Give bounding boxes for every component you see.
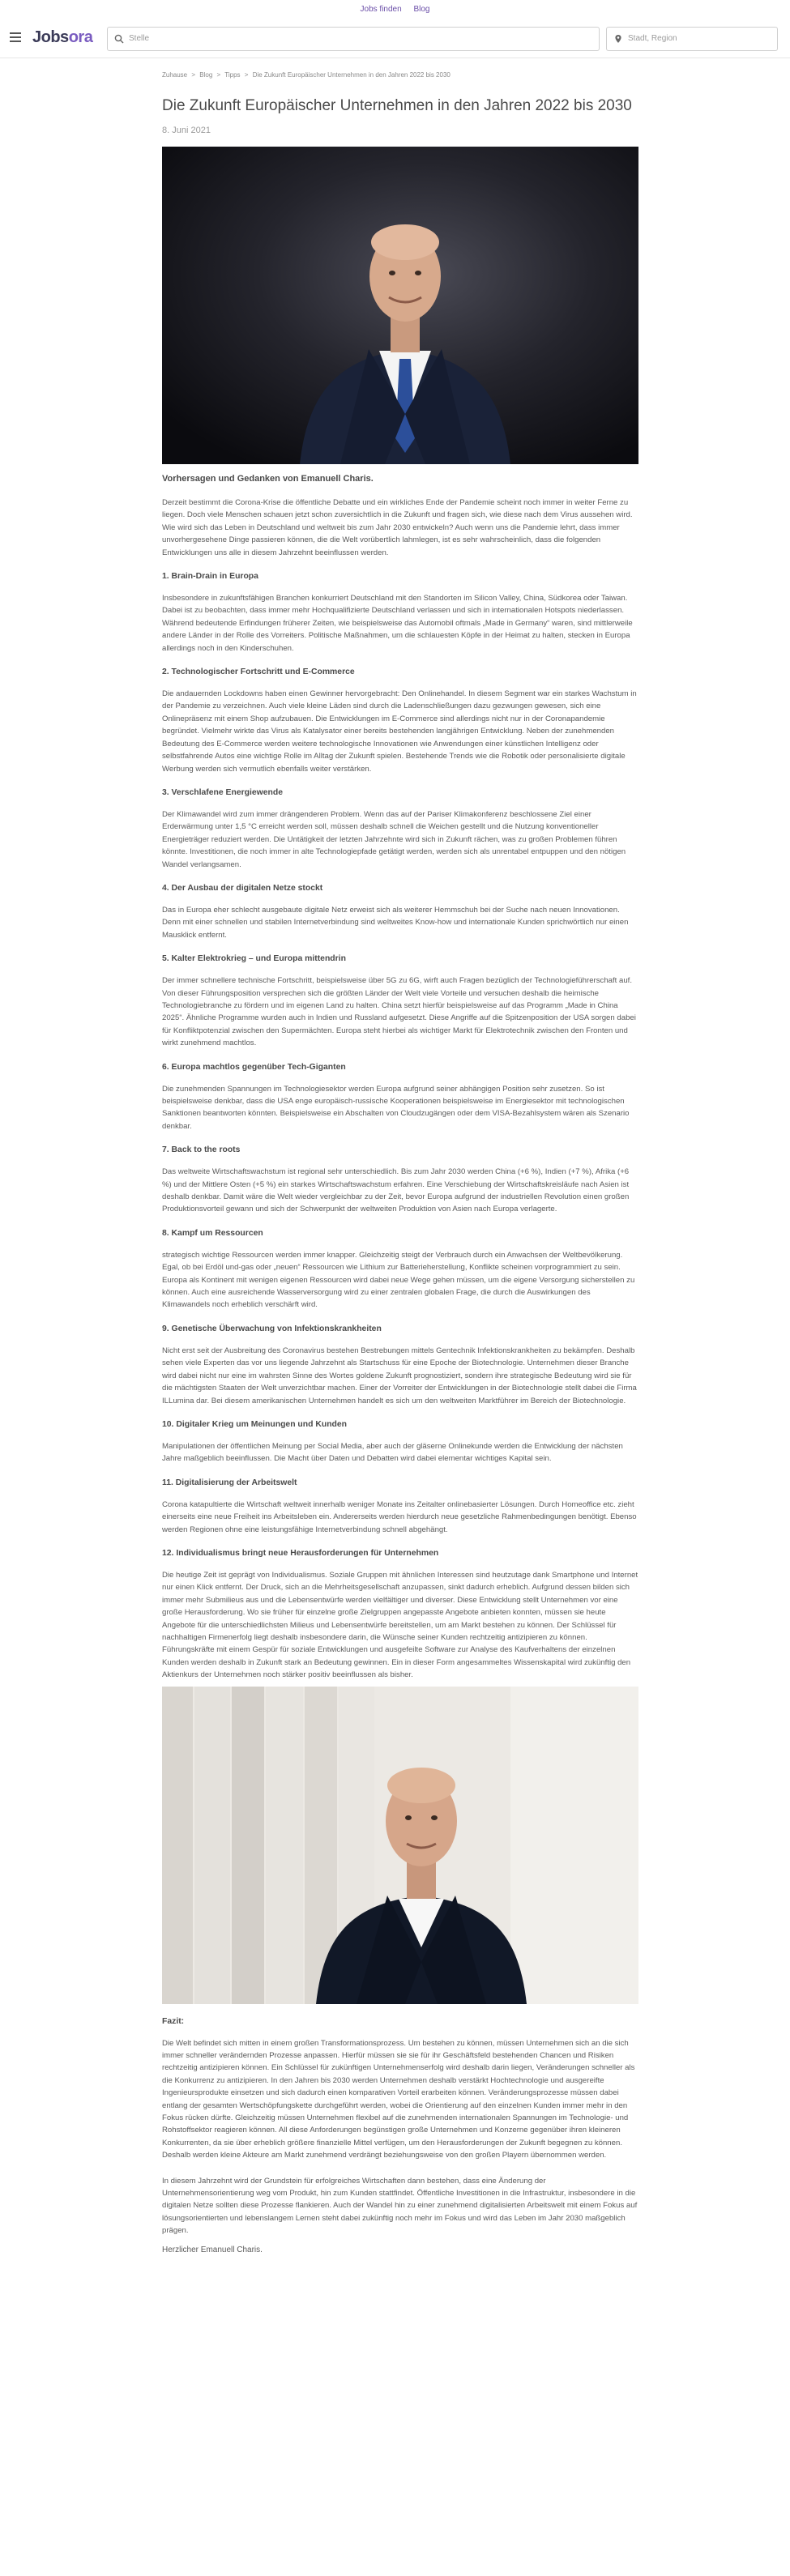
section-heading: 10. Digitaler Krieg um Meinungen und Kunden <box>162 1419 348 1429</box>
section-paragraph: Manipulationen der öffentlichen Meinung per Social Media, aber auch der gläserne Onlinekunde werden die Entwicklung der nächsten Jahre maßgeblich beeinflussen. Die Macht über Daten und Debatten wird dabei elementar wichtiges Kapital sein. <box>162 1441 623 1464</box>
section-paragraph: Das weltweite Wirtschaftswachstum ist regional sehr unterschiedlich. Bis zum Jahr 2030 werden China (+6 %), Indien (+7 %), Afrika (+6 %) und der Mittlere Osten (+5 %) ein starkes Wirtschaftswachstum erfahren. Eine Verschiebung der Wirtschaftskreisläufe nach Asien ist deshalb denkbar. Damit wäre die Welt wieder vergleichbar zu der Zeit, bevor Europa aufgrund der industriellen Revolution einen großen Produktionsvorteil gewann und sich der Schwerpunkt der weltweiten Produktion von Asien nach Europa verlagerte. <box>162 1167 630 1214</box>
section-paragraph: Corona katapultierte die Wirtschaft weltweit innerhalb weniger Monate ins Zeitalter onlinebasierter Lösungen. Durch Homeoffice etc. zieht einerseits eine neue Freiheit ins Arbeitsleben ein. Andererseits werden hierdurch neue gesetzliche Rahmenbedingungen benötigt. Ebenso werden Regionen ohne eine leistungsfähige Internetverbindung schnell abgehängt. <box>162 1499 637 1534</box>
logo-main: Jobs <box>32 28 69 46</box>
breadcrumb-blog[interactable]: Blog <box>199 71 213 79</box>
breadcrumb-home[interactable]: Zuhause <box>162 71 188 79</box>
section-paragraph: Der Klimawandel wird zum immer drängenderen Problem. Wenn das auf der Pariser Klimakonferenz beschlossene Ziel einer Erderwärmung unter 1,5 °C erreicht werden soll, müssen deshalb schnell die Weichen gestellt und die Nutzung konventioneller Energieträger reduziert werden. Die Untätigkeit der letzten Jahrzehnte wird sich in Zukunft rächen, was zu großen Problemen führen könnte. Investitionen, die noch immer in alte Technologiepfade getätigt werden, werden sich als unrentabel entpuppen und den nötigen Wandel verlangsamen. <box>162 809 626 869</box>
conclusion-paragraph: Die Welt befindet sich mitten in einem großen Transformationsprozess. Um bestehen zu können, müssen Unternehmen sich an die sich immer schneller verändernden Prozesse anpassen. Hierfür müssen sie sie für ihr Geschäftsfeld bestehenden Chancen und Risiken rechtzeitig antizipieren können. Ein Schlüssel für zukünftigen Unternehmenserfolg wird deshalb darin liegen, Veränderungen schneller als die Konkurrenz zu antizipieren. In den Jahren bis 2030 werden Unternehmen deshalb verstärkt Hochtechnologie und ausgereifte Ingenieursprodukte einsetzen und sich dadurch einen komparativen Vorteil erarbeiten können. Veränderungsprozesse müssen dabei entlang der gesamten Wertschöpfungskette durchgeführt werden, wobei die Orientierung auf den einzelnen Kunden immer mehr in den Fokus rücken dürfte. Gleichzeitig müssen Unternehmen flexibel auf die zunehmenden internationalen Spannungen im Technologie- und Rohstoffsektor reagieren können. All diese Anforderungen begünstigen große Unternehmen und Konzerne gegenüber ihren kleineren Konkurrenten, da sie über erheblich größere finanzielle Mittel verfügen, um den Herausforderungen der Zukunft begegnen zu können. Deshalb werden kleine Akteure am Markt zunehmend verdrängt beziehungsweise von den großen Playern übernommen werden. <box>162 2038 635 2160</box>
section-heading: 3. Verschlafene Energiewende <box>162 787 283 797</box>
breadcrumb-current: Die Zukunft Europäischer Unternehmen in den Jahren 2022 bis 2030 <box>252 71 451 79</box>
author-photo-light <box>162 1687 638 2004</box>
section-heading: 8. Kampf um Ressourcen <box>162 1228 263 1238</box>
section-heading: 7. Back to the roots <box>162 1145 241 1155</box>
search-placeholder: Stelle <box>129 34 150 43</box>
nav-link-jobs[interactable]: Jobs finden <box>360 5 402 14</box>
section-heading: 1. Brain-Drain in Europa <box>162 572 258 582</box>
section-paragraph: Insbesondere in zukunftsfähigen Branchen konkurriert Deutschland mit den Standorten im Silicon Valley, China, Südkorea oder Taiwan. Dabei ist zu beobachten, dass immer mehr Hochqualifizierte Deutschland verlassen und sich in internationalen Hotspots niederlassen. Während bedeutende Erfindungen früherer Zeiten, wie beispielsweise das Automobil oftmals „Made in Germany“ waren, sind mittlerweile andere Länder in der Rolle des Vorreiters. Politische Maßnahmen, um die schlauesten Köpfe in der Heimat zu halten, stecken in Europa allerdings noch in den Kinderschuhen. <box>162 594 633 653</box>
section-heading: 2. Technologischer Fortschritt und E-Commerce <box>162 667 355 677</box>
section-heading: 9. Genetische Überwachung von Infektionskrankheiten <box>162 1324 382 1333</box>
section-heading: 11. Digitalisierung der Arbeitswelt <box>162 1478 297 1487</box>
top-nav <box>0 0 790 19</box>
section-paragraph: strategisch wichtige Ressourcen werden immer knapper. Gleichzeitig steigt der Verbrauch durch ein Anwachsen der Weltbevölkerung. Egal, ob bei Erdöl und-gas oder „neuen“ Ressourcen wie Lithium zur Batterieherstellung, Konflikte scheinen vorprogrammiert zu sein. Europa als Kontinent mit wenigen eigenen Ressourcen wird dabei neue Wege gehen müssen, um die eigene Versorgung sicherstellen zu können. Auch eine ausreichende Wasserversorgung wird zu einer zentralen globalen Frage, die durch die Auswirkungen des Klimawandels noch erheblich verschärft wird. <box>162 1250 635 1310</box>
article <box>162 65 638 2254</box>
article-subtitle: Vorhersagen und Gedanken von Emanuell Charis. <box>162 474 374 484</box>
site-logo[interactable] <box>32 28 92 47</box>
signature: Herzlicher Emanuell Charis. <box>162 2245 263 2254</box>
breadcrumb-separator: > <box>216 71 221 79</box>
breadcrumb <box>162 71 638 79</box>
section-paragraph: Der immer schnellere technische Fortschritt, beispielsweise über 5G zu 6G, wirft auch Fragen bezüglich der Technologieführerschaft auf. Von dieser Führungsposition versprechen sich die größten Länder der Welt viele Vorteile und versuchen deshalb die heimische Technologiebranche zu fördern und im eigenen Land zu halten. China setzt hierfür beispielsweise auf das Programm „Made in China 2025“. Ähnliche Programme wurden auch in Indien und Russland aufgesetzt. Diese Angriffe auf die Spitzenposition der USA sorgen dabei für Konfliktpotenzial zwischen den Supermächten. Europa steht hierbei als wichtiger Markt für Elektrotechnik zwischen den Fronten und wirkt zunehmend machtlos. <box>162 976 636 1048</box>
section-heading: 12. Individualismus bringt neue Herausforderungen für Unternehmen <box>162 1548 439 1558</box>
region-placeholder: Stadt, Region <box>628 34 677 43</box>
portrait-illustration <box>162 147 638 464</box>
conclusion-heading: Fazit: <box>162 2016 185 2026</box>
section-paragraph: Die heutige Zeit ist geprägt von Individualismus. Soziale Gruppen mit ähnlichen Interessen sind heutzutage dank Smartphone und Internet nur einen Klick entfernt. Der Druck, sich an die Mehrheitsgesellschaft anzupassen, sinkt dadurch erheblich. Aufgrund dessen bilden sich immer mehr Submilieus aus und die Lebensentwürfe werden vielfältiger und diverser. Diese Entwicklung stellt Unternehmen vor eine große Herausforderung. Wo sie früher für einzelne große Zielgruppen angepasste Angebote anbieten konnten, müssen sie heute Angebote für die unterschiedlichsten Milieus und Lebensentwürfe bereitstellen, um am Markt bestehen zu können. Der Schlüssel für nachhaltigen Firmenerfolg liegt deshalb insbesondere darin, die Wünsche seiner Kunden rechtzeitig antizipieren zu können. Führungskräfte mit einem Gespür für soziale Entwicklungen und ausgefeilte Software zur Analyse des Kaufverhaltens der einzelnen Kunden werden deshalb in Zukunft stark an Bedeutung gewinnen. Ein in dieser Form angesammeltes Wissenskapital wird zukünftig den Aktienkurs der Unternehmen noch stärker positiv beeinflussen als bisher. <box>162 1570 638 1680</box>
section-heading: 5. Kalter Elektrokrieg – und Europa mittendrin <box>162 954 346 964</box>
search-icon <box>114 34 124 44</box>
section-paragraph: Die andauernden Lockdowns haben einen Gewinner hervorgebracht: Den Onlinehandel. In diesem Segment war ein starkes Wachstum in der Pandemie zu verzeichnen. Auch viele kleine Läden sind durch die Ladenschließungen dazu gezwungen gewesen, sich eine Onlinepräsenz mit einem Shop aufzubauen. Die Entwicklungen im E-Commerce sind allerdings nicht nur in der Coronapandemie begründet. Vielmehr wirkte das Virus als Katalysator einer bereits bestehenden langjährigen Entwicklung. Neben der zunehmenden Bedeutung des E-Commerce werden weitere technologische Innovationen wie Anwendungen einer künstlichen Intelligenz oder selbstfahrende Autos eine wichtige Rolle im Alltag der Zukunft spielen. Bestehende Trends wie die Robotik oder personalisierte digitale Werbung werden sich vermutlich ebenfalls weiter verstärken. <box>162 689 637 774</box>
section-heading: 6. Europa machtlos gegenüber Tech-Giganten <box>162 1062 346 1072</box>
author-photo-dark <box>162 147 638 464</box>
breadcrumb-tips[interactable]: Tipps <box>224 71 241 79</box>
nav-link-blog[interactable]: Blog <box>413 5 430 14</box>
section-heading: 4. Der Ausbau der digitalen Netze stockt <box>162 883 323 893</box>
publish-date: 8. Juni 2021 <box>162 126 211 135</box>
menu-icon[interactable] <box>10 32 21 42</box>
logo-accent: ora <box>68 28 93 46</box>
section-paragraph: Das in Europa eher schlecht ausgebaute digitale Netz erweist sich als weiterer Hemmschuh bei der Suche nach neuen Innovationen. Denn mit einer schnellen und stabilen Internetverbindung sind weltweites Know-how und internationale Kunden sprichwörtlich nur einen Mausklick entfernt. <box>162 905 629 940</box>
conclusion-paragraph: In diesem Jahrzehnt wird der Grundstein für erfolgreiches Wirtschaften dann bestehen, dass eine Änderung der Unternehmensorientierung weg vom Produkt, hin zum Kunden stattfindet. Öffentliche Investitionen in die Infrastruktur, insbesondere in die digitalen Netze sollten diese Prozesse flankieren. Auch der Wandel hin zu einer zunehmend digitalisierten Arbeitswelt mit einem Fokus auf lösungsorientierten und lebenslangem Lernen steht dabei zukünftig noch mehr im Fokus und wird das Leben im Jahr 2030 maßgeblich prägen. <box>162 2176 638 2236</box>
location-pin-icon <box>613 34 623 44</box>
breadcrumb-separator: > <box>191 71 196 79</box>
portrait-illustration <box>162 1687 638 2004</box>
section-paragraph: Nicht erst seit der Ausbreitung des Coronavirus bestehen Bestrebungen mittels Gentechnik Infektionskrankheiten zu bekämpfen. Deshalb sehen viele Experten das vor uns liegende Jahrzehnt als Startschuss für eine Epoche der Biotechnologie. Unternehmen dieser Branche wird dabei nicht nur eine im wahrsten Sinne des Wortes goldene Zukunft prognostiziert, sondern ihre strategische Bedeutung wird sie für die mächtigsten Staaten der Welt unverzichtbar machen. Einer der Vorreiter der Entwicklungen in der Biotechnologie stellt dabei die Firma ILLumina dar. Bei diesem amerikanischen Unternehmen handelt es sich um den weltweiten Marktführer im Bereich der Biotechnologie. <box>162 1346 637 1405</box>
page-title: Die Zukunft Europäischer Unternehmen in den Jahren 2022 bis 2030 <box>162 97 632 114</box>
region-input[interactable] <box>606 27 778 51</box>
section-paragraph: Die zunehmenden Spannungen im Technologiesektor werden Europa aufgrund seiner abhängigen Position sehr zusetzen. So ist beispielsweise denkbar, dass die USA enge europäisch-russische Kooperationen beispielsweise im Energiesektor mit technologischen Sanktionen beantworten könnten. Beispielsweise ein Abschalten von Cloudzugängen oder dem VISA-Bezahlsystem wären als Szenario denkbar. <box>162 1084 630 1131</box>
search-input[interactable] <box>107 27 600 51</box>
site-header <box>0 19 790 58</box>
breadcrumb-separator: > <box>244 71 249 79</box>
intro-paragraph: Derzeit bestimmt die Corona-Krise die öffentliche Debatte und ein wirkliches Ende der Pandemie scheint noch immer in weiter Ferne zu liegen. Doch viele Menschen schauen jetzt schon zuversichtlich in die Zukunft und fragen sich, wie diese nach dem Virus aussehen wird. Wie wird sich das Leben in Deutschland und weltweit bis zum Jahr 2030 entwickeln? Auch wenn uns die Pandemie lehrt, dass immer unvorhergesehene Dinge passieren können, die die Welt vorübertlich lahmlegen, ist es sehr wahrscheinlich, dass die folgenden Entwicklungen uns alle in diesem Jahrzehnt beeinflussen werden. <box>162 498 633 557</box>
